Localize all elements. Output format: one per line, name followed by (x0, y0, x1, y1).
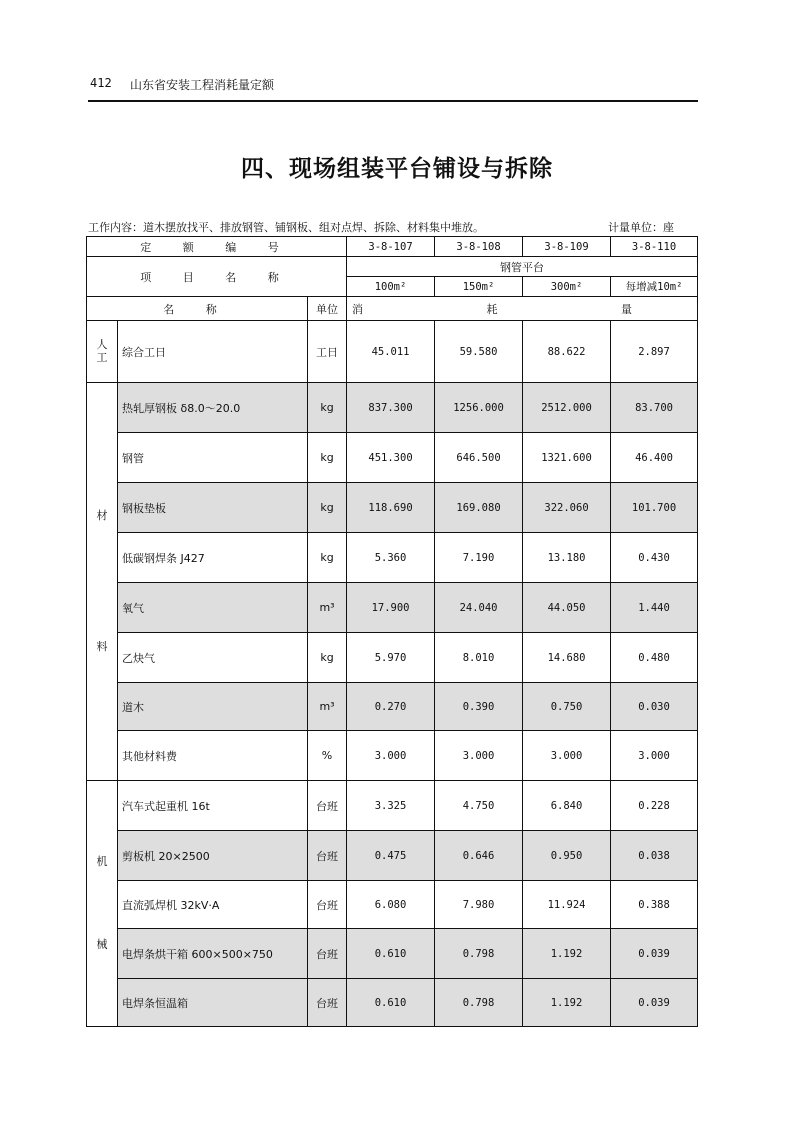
category-char: 材 (96, 509, 108, 523)
row-value: 17.900 (347, 583, 435, 633)
column-header-row (87, 297, 698, 321)
row-value: 0.798 (435, 979, 523, 1027)
category-labor: 人工 (87, 321, 118, 383)
row-value: 837.300 (347, 383, 435, 433)
row-value: 6.080 (347, 881, 435, 929)
row-name: 剪板机 20×2500 (118, 831, 308, 881)
variant-label: 150m² (435, 277, 523, 297)
header-rule (88, 100, 698, 102)
group-row (87, 257, 698, 277)
table-row (87, 881, 698, 929)
row-value: 4.750 (435, 781, 523, 831)
row-name: 电焊条恒温箱 (118, 979, 308, 1027)
row-value: 101.700 (611, 483, 698, 533)
table-row (87, 929, 698, 979)
row-unit: m³ (308, 683, 347, 731)
row-value: 59.580 (435, 321, 523, 383)
row-name: 综合工日 (118, 321, 308, 383)
row-value: 0.039 (611, 929, 698, 979)
row-value: 3.325 (347, 781, 435, 831)
category-char: 机 (96, 855, 108, 869)
row-unit: kg (308, 633, 347, 683)
row-value: 5.970 (347, 633, 435, 683)
column-unit-header: 单位 (308, 297, 347, 321)
row-value: 322.060 (523, 483, 611, 533)
row-unit: % (308, 731, 347, 781)
row-value: 646.500 (435, 433, 523, 483)
category-char: 械 (96, 937, 108, 951)
section-title: 四、现场组装平台铺设与拆除 (241, 156, 553, 182)
row-unit: kg (308, 533, 347, 583)
row-value: 1.192 (523, 929, 611, 979)
row-name: 钢管 (118, 433, 308, 483)
row-value: 1321.600 (523, 433, 611, 483)
variant-label: 100m² (347, 277, 435, 297)
table-row (87, 683, 698, 731)
row-unit: 台班 (308, 929, 347, 979)
group-label: 钢管平台 (347, 257, 698, 277)
row-name: 乙炔气 (118, 633, 308, 683)
row-name: 氧气 (118, 583, 308, 633)
row-name: 道木 (118, 683, 308, 731)
row-value: 2.897 (611, 321, 698, 383)
row-value: 118.690 (347, 483, 435, 533)
table-row (87, 483, 698, 533)
row-value: 451.300 (347, 433, 435, 483)
category-char: 料 (96, 639, 108, 653)
row-value: 0.388 (611, 881, 698, 929)
row-unit: 台班 (308, 979, 347, 1027)
row-value: 3.000 (347, 731, 435, 781)
table-row (87, 383, 698, 433)
row-unit: kg (308, 433, 347, 483)
row-value: 45.011 (347, 321, 435, 383)
row-unit: kg (308, 483, 347, 533)
row-value: 44.050 (523, 583, 611, 633)
row-value: 88.622 (523, 321, 611, 383)
measurement-unit: 计量单位：座 (608, 221, 674, 234)
row-value: 0.950 (523, 831, 611, 881)
row-name: 电焊条烘干箱 600×500×750 (118, 929, 308, 979)
row-value: 0.480 (611, 633, 698, 683)
row-value: 7.980 (435, 881, 523, 929)
table-row (87, 583, 698, 633)
row-value: 0.610 (347, 979, 435, 1027)
table-row (87, 979, 698, 1027)
row-value: 0.030 (611, 683, 698, 731)
category-materials (87, 383, 118, 781)
row-value: 0.750 (523, 683, 611, 731)
row-value: 0.475 (347, 831, 435, 881)
row-value: 0.798 (435, 929, 523, 979)
row-value: 83.700 (611, 383, 698, 433)
row-name: 低碳钢焊条 J427 (118, 533, 308, 583)
variant-label: 每增减10m² (611, 277, 698, 297)
page-number: 412 (90, 76, 112, 90)
row-unit: 台班 (308, 781, 347, 831)
row-unit: 台班 (308, 831, 347, 881)
row-value: 1.192 (523, 979, 611, 1027)
row-value: 11.924 (523, 881, 611, 929)
row-value: 6.840 (523, 781, 611, 831)
table-row (87, 321, 698, 383)
row-name: 其他材料费 (118, 731, 308, 781)
row-value: 24.040 (435, 583, 523, 633)
row-value: 3.000 (435, 731, 523, 781)
table-row (87, 633, 698, 683)
quota-code-row (87, 237, 698, 257)
row-value: 169.080 (435, 483, 523, 533)
table-row (87, 433, 698, 483)
quota-code: 3-8-108 (435, 237, 523, 257)
row-value: 0.039 (611, 979, 698, 1027)
page-header (88, 72, 698, 94)
row-value: 13.180 (523, 533, 611, 583)
row-value: 8.010 (435, 633, 523, 683)
quota-code: 3-8-107 (347, 237, 435, 257)
row-value: 3.000 (611, 731, 698, 781)
row-value: 1256.000 (435, 383, 523, 433)
row-value: 0.430 (611, 533, 698, 583)
row-unit: 工日 (308, 321, 347, 383)
row-value: 46.400 (611, 433, 698, 483)
quota-code: 3-8-110 (611, 237, 698, 257)
column-name-header: 名 称 (87, 297, 308, 321)
row-name: 汽车式起重机 16t (118, 781, 308, 831)
table-row (87, 533, 698, 583)
quota-code: 3-8-109 (523, 237, 611, 257)
row-value: 0.270 (347, 683, 435, 731)
row-value: 7.190 (435, 533, 523, 583)
category-machines (87, 781, 118, 1027)
item-name-label: 项 目 名 称 (87, 257, 347, 297)
row-value: 1.440 (611, 583, 698, 633)
row-unit: 台班 (308, 881, 347, 929)
table-row (87, 781, 698, 831)
row-unit: m³ (308, 583, 347, 633)
row-value: 0.610 (347, 929, 435, 979)
table-row (87, 731, 698, 781)
row-value: 0.038 (611, 831, 698, 881)
row-value: 5.360 (347, 533, 435, 583)
row-value: 0.646 (435, 831, 523, 881)
row-name: 钢板垫板 (118, 483, 308, 533)
row-value: 0.390 (435, 683, 523, 731)
book-title: 山东省安装工程消耗量定额 (130, 78, 275, 92)
row-value: 2512.000 (523, 383, 611, 433)
table-row (87, 831, 698, 881)
row-value: 14.680 (523, 633, 611, 683)
row-value: 3.000 (523, 731, 611, 781)
row-value: 0.228 (611, 781, 698, 831)
quota-table (86, 236, 698, 1027)
column-consumption-header: 消 耗 量 (347, 297, 698, 321)
row-name: 热轧厚钢板 δ8.0～20.0 (118, 383, 308, 433)
quota-code-label: 定 额 编 号 (87, 237, 347, 257)
row-name: 直流弧焊机 32kV·A (118, 881, 308, 929)
variant-label: 300m² (523, 277, 611, 297)
work-content: 工作内容：道木摆放找平、排放钢管、铺钢板、组对点焊、拆除、材料集中堆放。 (88, 221, 484, 234)
row-unit: kg (308, 383, 347, 433)
